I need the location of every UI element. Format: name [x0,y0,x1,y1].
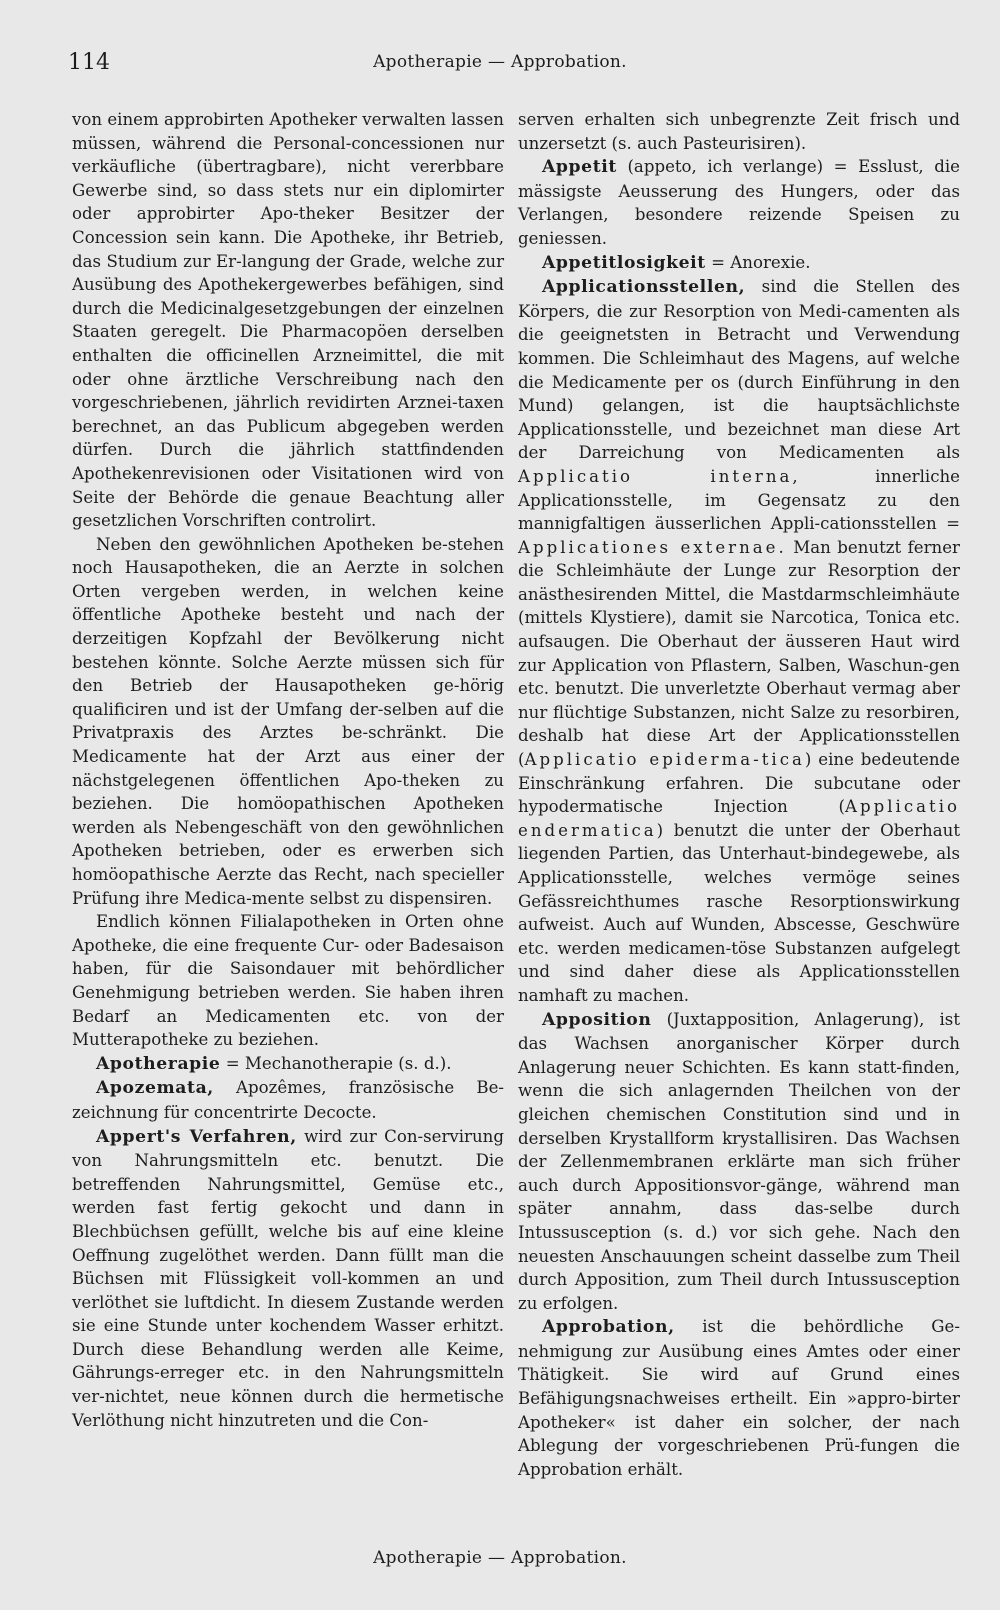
headword: Apposition [542,1009,652,1030]
headword: Appetit [542,157,617,178]
entry-appert [72,1125,504,1433]
entry-text: = Anorexie. [705,252,811,272]
paragraph: serven erhalten sich unbegrenzte Zeit frisch und unzersetzt (s. auch Pasteurisiren). [518,110,960,153]
entry-apozemata [72,1076,504,1124]
spaced-term: Applicatio epiderma-tica [524,750,805,770]
entry-text: Apozêmes, französische Be-zeichnung für concentrirte Decocte. [72,1078,504,1122]
entry-text: (Juxtapposition, Anlagerung), ist das Wachsen anorganischer Körper durch Anlagerung neuer Schichten. Es kann statt-finden, wenn die sich anlagernden Theilchen von der gleichen chemischen Constitution sind und in derselben Krystallform krystallisiren. Das Wachsen der Zellenmembranen erklärte man sich früher auch durch Appositionsvor-gänge, während man später annahm, dass das-selbe durch Intussusception (s. d.) vor sich gehe. Nach den neuesten Anschauungen scheint dasselbe zum Theil durch Apposition, zum Theil durch Intussusception zu erfolgen. [518,1009,960,1313]
entry-applicationsstellen [518,275,960,1007]
entry-appetitlosigkeit [518,251,960,276]
headword: Applicationsstellen, [542,277,746,298]
entry-text: = Mechanotherapie (s. d.). [220,1053,452,1073]
entry-text: innerliche Applicationsstelle, im Gegensatz zu den mannigfaltigen äusserlichen Appli-cationsstellen = [518,466,960,534]
entry-approbation [518,1315,960,1481]
entry-text: Man benutzt ferner die Schleimhäute der Lunge zur Resorption der anästhesirenden Mittel, die Mastdarmschleimhäute (mittels Klystiere), damit sie Narcotica, Tonica etc. aufsaugen. Die Oberhaut der äusseren Haut wird zur Application von Pflastern, Salben, Waschun-gen etc. benutzt. Die unverletzte Oberhaut vermag aber nur flüchtige Substanzen, nicht Salze zu resorbiren, deshalb hat diese Art der Applicationsstellen ( [518,537,960,770]
footer-title: Apotherapie — Approbation. [373,1548,627,1568]
headword: Apozemata, [96,1078,214,1099]
paragraph: Neben den gewöhnlichen Apotheken be-stehen noch Hausapotheken, die an Aerzte in solchen Orten vergeben werden, in welchen keine öffentliche Apotheke besteht und nach der derzeitigen Kopfzahl der Bevölkerung nicht bestehen könnte. Solche Aerzte müssen sich für den Betrieb der Hausapotheken ge-hörig qualificiren und ist der Umfang der-selben auf die Privatpraxis des Arztes be-schränkt. Die Medicamente hat der Arzt aus einer der nächstgelegenen öffentlichen Apo-theken zu beziehen. Die homöopathischen Apotheken werden als Nebengeschäft von den gewöhnlichen Apotheken betrieben, oder es erwerben sich homöopathische Aerzte das Recht, nach specieller Prüfung ihre Medica-mente selbst zu dispensiren. [72,534,504,908]
headword: Appetitlosigkeit [542,252,706,273]
running-title: Apotherapie — Approbation. [373,52,627,72]
page-number: 114 [68,50,110,75]
entry-text: ) benutzt die unter der Oberhaut liegenden Partien, das Unterhaut-bindegewebe, als Applicationsstelle, welches vermöge seines Gefässreichthumes rasche Resorptionswirkung aufweist. Auch auf Wunden, Abscesse, Geschwüre etc. werden medicamen-töse Substanzen aufgelegt und sind daher diese als Applicationsstellen namhaft zu machen. [518,820,960,1005]
entry-appetit [518,155,960,250]
paragraph: Endlich können Filialapotheken in Orten ohne Apotheke, die eine frequente Cur- oder Badesaison haben, für die Saisondauer mit behördlicher Genehmigung betrieben werden. Sie haben ihren Bedarf an Medicamenten etc. von der Mutterapotheke zu beziehen. [72,912,504,1050]
headword: Appert's Verfahren, [96,1126,297,1147]
entry-text: ) eine bedeutende Einschränkung erfahren. Die subcutane oder hypodermatische Injection ( [518,750,960,817]
spaced-term: Applicatio endermatica [518,797,960,840]
headword: Approbation, [542,1317,675,1338]
entry-text: wird zur Con-servirung von Nahrungsmitteln etc. benutzt. Die betreffenden Nahrungsmittel, Gemüse etc., werden fast fertig gekocht und dann in Blechbüchsen gefüllt, welche bis auf eine kleine Oeffnung zugelöthet werden. Dann füllt man die Büchsen mit Flüssigkeit voll-kommen an und verlöthet sie luftdicht. In diesem Zustande werden sie eine Stunde unter kochendem Wasser erhitzt. Durch diese Behandlung werden alle Keime, Gährungs-erreger etc. in den Nahrungsmitteln ver-nichtet, neue können durch die hermetische Verlöthung nicht hinzutreten und die Con- [72,1126,504,1430]
entry-text: (appeto, ich verlange) = Esslust, die mässigste Aeusserung des Hungers, oder das Verlangen, besondere reizende Speisen zu geniessen. [518,157,960,248]
right-column [518,108,960,1481]
entry-apotherapie [72,1052,504,1077]
paragraph: von einem approbirten Apotheker verwalten lassen müssen, während die Personal-concessionen nur verkäufliche (übertragbare), nicht vererbbare Gewerbe sind, so dass stets nur ein diplomirter oder approbirter Apo-theker Besitzer der Concession sein kann. Die Apotheke, ihr Betrieb, das Studium zur Er-langung der Grade, welche zur Ausübung des Apothekergewerbes befähigen, sind durch die Medicinalgesetzgebungen der einzelnen Staaten geregelt. Die Pharmacopöen derselben enthalten die officinellen Arzneimittel, die mit oder ohne ärztliche Verschreibung nach den vorgeschriebenen, jährlich revidirten Arznei-taxen berechnet, an das Publicum abgegeben werden dürfen. Durch die jährlich stattfindenden Apothekenrevisionen oder Visitationen wird von Seite der Behörde die genaue Beachtung aller gesetzlichen Vorschriften controlirt. [72,110,504,531]
headword: Apotherapie [96,1053,221,1074]
entry-apposition [518,1008,960,1316]
spaced-term: Applicationes externae. [518,537,787,557]
entry-text: sind die Stellen des Körpers, die zur Resorption von Medi-camenten als die geeignetsten in Betracht und Verwendung kommen. Die Schleimhaut des Magens, auf welche die Medicamente per os (durch Einführung in den Mund) gelangen, ist die hauptsächlichste Applicationsstelle, und bezeichnet man diese Art der Darreichung von Medicamenten als [518,277,960,463]
spaced-term: Applicatio interna, [518,466,801,486]
left-column [72,108,504,1432]
entry-text: ist die behördliche Ge-nehmigung zur Ausübung eines Amtes oder einer Thätigkeit. Sie wird auf Grund eines Befähigungsnachweises ertheilt. Ein »appro-birter Apotheker« ist daher ein solcher, der nach Ablegung der vorgeschriebenen Prü-fungen die Approbation erhält. [518,1317,960,1479]
